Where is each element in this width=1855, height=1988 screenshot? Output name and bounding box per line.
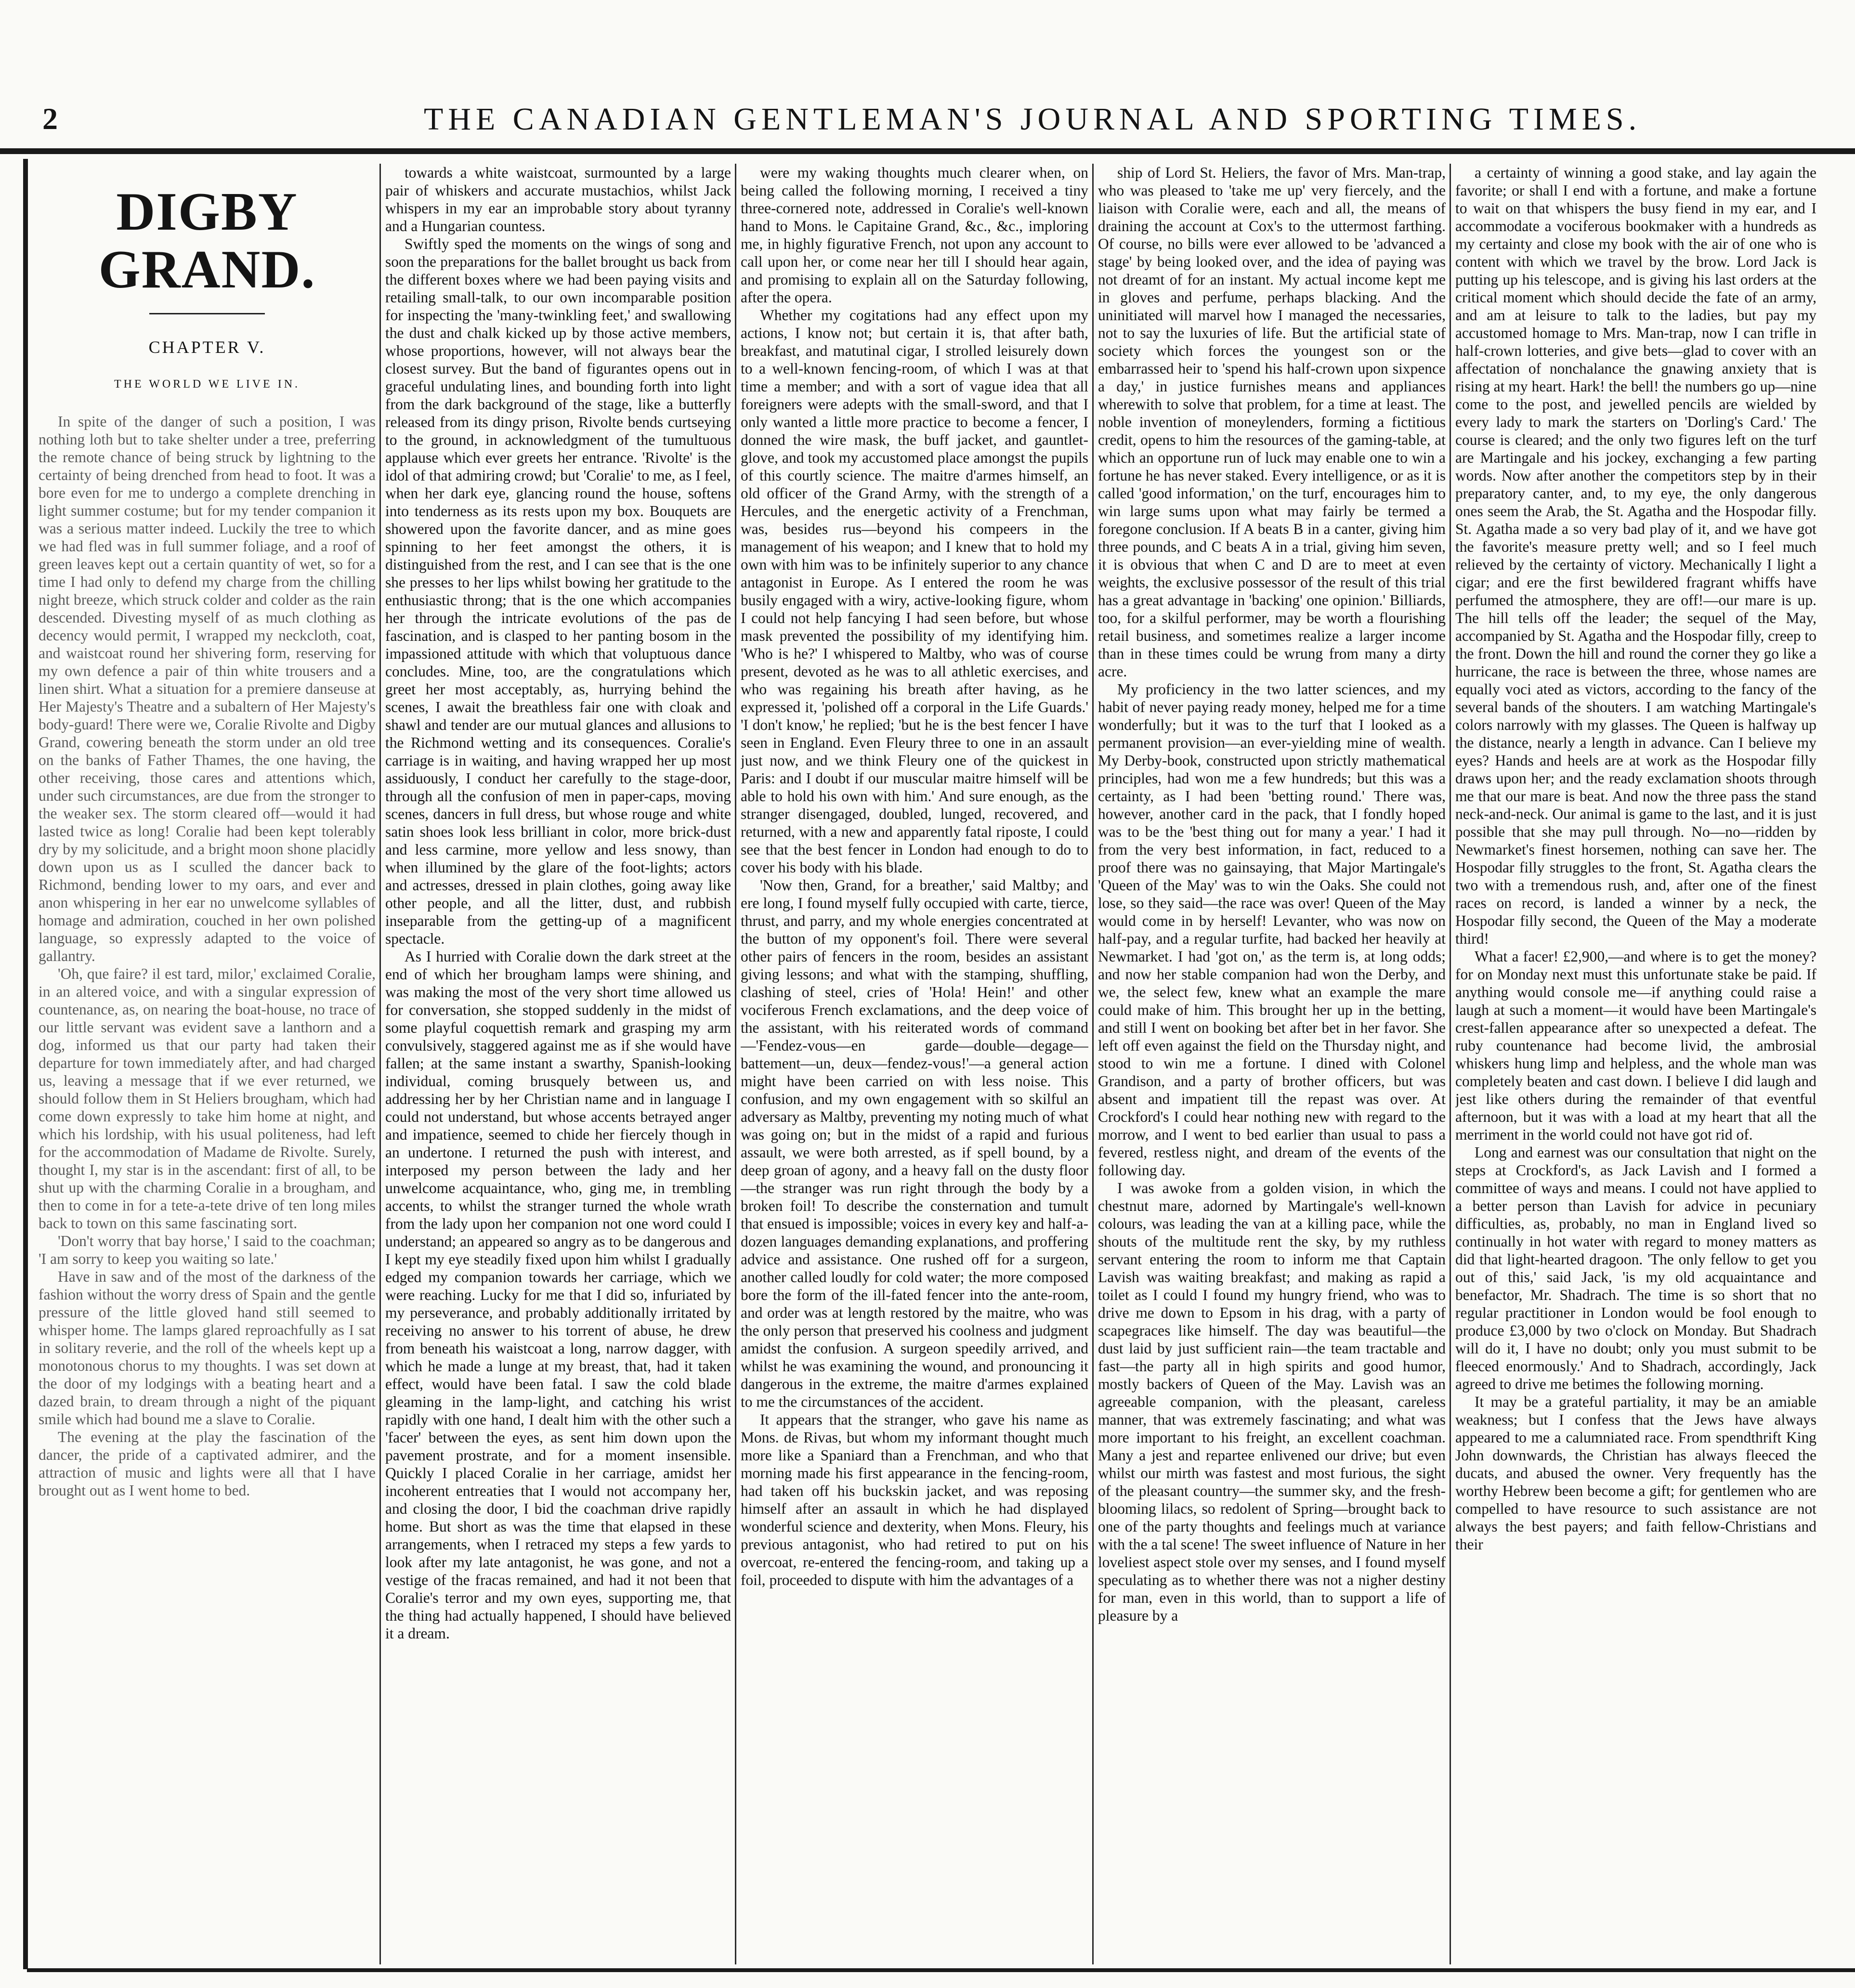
article-paragraph: Have in saw and of the most of the darkness of the fashion without the worry dress of Spain and the gentle pressure of the little gloved hand still seemed to whisper home. The lamps glared reproachfully as I sat in solitary reverie, and the roll of the wheels kept up a monotonous chorus to my thoughts. I was set down at the door of my lodgings with a beating heart and a dazed brain, to dream through a night of the piquant smile which had bound me a slave to Coralie. <box>39 1268 376 1428</box>
column-5 <box>1455 164 1816 1964</box>
article-paragraph: My proficiency in the two latter sciences, and my habit of never paying ready money, helped me for a time wonderfully; but it was to the turf that I looked as a permanent provision—an ever-yielding mine of wealth. My Derby-book, constructed upon strictly mathematical principles, had won me a few hundreds; but this was a certainty, as I had been 'betting round.' There was, however, another card in the pack, that I fondly hoped was to be the 'best thing out for many a year.' I had it from the very best information, in fact, reduced to a proof there was no gainsaying, that Major Martingale's 'Queen of the May' was to win the Oaks. She could not lose, so they said—the race was over! Queen of the May would come in by herself! Levanter, who was now on half-pay, and a regular turfite, had backed her heavily at Newmarket. I had 'got on,' as the term is, at long odds; and now her stable companion had won the Derby, and we, the select few, knew what an example the mare could make of him. This brought her up in the betting, and still I went on booking bet after bet in her favor. She left off even against the field on the Thursday night, and stood to win me a fortune. I dined with Colonel Grandison, and a party of brother officers, but was absent and impatient till the repast was over. At Crockford's I could hear nothing new with regard to the morrow, and I went to bed earlier than usual to pass a fevered, restless night, and dream of the events of the following day. <box>1098 681 1446 1179</box>
article-paragraph: It appears that the stranger, who gave his name as Mons. de Rivas, but whom my informant thought much more like a Spaniard than a Frenchman, and who that morning made his first appearance in the fencing-room, had taken off his buckskin jacket, and was reposing himself after an assault in which he had displayed wonderful science and dexterity, when Mons. Fleury, his previous antagonist, who had retired to put on his overcoat, re-entered the fencing-room, and taking up a foil, proceeded to dispute with him the advantages of a <box>741 1411 1088 1588</box>
column-1 <box>39 164 376 1964</box>
article-paragraph: towards a white waistcoat, surmounted by a large pair of whiskers and accurate mustachios, whilst Jack whispers in my ear an improbable story about tyranny and a Hungarian countess. <box>385 164 731 234</box>
chapter-heading: CHAPTER V. <box>148 338 266 357</box>
story-title: DIGBY GRAND. <box>98 182 316 299</box>
article-paragraph: 'Don't worry that bay horse,' I said to the coachman; 'I am sorry to keep you waiting so late.' <box>39 1233 376 1267</box>
article-paragraph: In spite of the danger of such a position, I was nothing loth but to take shelter under a tree, preferring the remote chance of being struck by lightning to the certainty of being drenched from head to foot. It was a bore even for me to undergo a complete drenching in light summer costume; but for my tender companion it was a serious matter indeed. Luckily the tree to which we had fled was in full summer foliage, and a roof of green leaves kept out a certain quantity of wet, so for a time I had only to defend my charge from the chilling night breeze, which struck colder and colder as the rain descended. Divesting myself of as much clothing as decency would permit, I wrapped my neckcloth, coat, and waistcoat round her shivering form, reserving for my own defence a pair of thin white trousers and a linen shirt. What a situation for a premiere danseuse at Her Majesty's Theatre and a subaltern of Her Majesty's body-guard! There were we, Coralie Rivolte and Digby Grand, cowering beneath the storm under an old tree on the banks of Father Thames, the one having, the other receiving, those cares and attentions which, under such circumstances, are due from the stronger to the weaker sex. The storm cleared off—would it had lasted twice as long! Coralie had been kept tolerably dry by my solicitude, and a bright moon shone placidly down upon us as I sculled the dancer back to Richmond, bending lower to my oars, and ever and anon whispering in her ear no unwelcome syllables of homage and admiration, couched in her own polished language, so expressly adapted to the voice of gallantry. <box>39 413 376 964</box>
column-divider <box>379 164 381 1964</box>
article-paragraph: 'Now then, Grand, for a breather,' said Maltby; and ere long, I found myself fully occupied with carte, tierce, thrust, and parry, and my whole energies concentrated at the button of my opponent's foil. There were several other pairs of fencers in the room, besides an assistant giving lessons; and what with the stamping, shuffling, clashing of steel, cries of 'Hola! Hein!' and other vociferous French exclamations, and the deep voice of the assistant, with his reiterated words of command—'Fendez-vous—en garde—double—degage—battement—un, deux—fendez-vous!'—a general action might have been carried on with less noise. This confusion, and my own engagement with so skilful an adversary as Maltby, preventing my noting much of what was going on; but in the midst of a rapid and furious assault, we were both arrested, as if spell bound, by a deep groan of agony, and a heavy fall on the dusty floor—the stranger was run right through the body by a broken foil! To describe the consternation and tumult that ensued is impossible; voices in every key and half-a-dozen languages demanding explanations, and proffering advice and assistance. One rushed off for a surgeon, another called loudly for cold water; the more composed bore the form of the ill-fated fencer into the ante-room, and order was at length restored by the maitre, who was the only person that preserved his coolness and judgment amidst the confusion. A surgeon speedily arrived, and whilst he was examining the wound, and pronouncing it dangerous in the extreme, the maitre d'armes explained to me the circumstances of the accident. <box>741 877 1088 1410</box>
page-header <box>0 101 1855 159</box>
article-paragraph: What a facer! £2,900,—and where is to get the money? for on Monday next must this unfortunate stake be paid. If anything would console me—if anything could raise a laugh at such a moment—it would have been Martingale's crest-fallen appearance after so unexpected a defeat. The ruby countenance had become livid, the ambrosial whiskers hung limp and helpless, and the whole man was completely beaten and cast down. I believe I did laugh and jest like others during the remainder of that eventful afternoon, but it was with a load at my heart that all the merriment in the world could not have got rid of. <box>1455 948 1816 1143</box>
article-paragraph: Long and earnest was our consultation that night on the steps at Crockford's, as Jack Lavish and I formed a committee of ways and means. I could not have applied to a better person than Lavish for advice in pecuniary difficulties, as, probably, no man in England lived so continually in hot water with regard to money matters as did that light-hearted dragoon. 'The only fellow to get you out of this,' said Jack, 'is my old acquaintance and benefactor, Mr. Shadrach. The time is so short that no regular practitioner in London would be fool enough to produce £3,000 by two o'clock on Monday. But Shadrach will do it, I have no doubt; only you must submit to be fleeced enormously.' And to Shadrach, accordingly, Jack agreed to drive me betimes the following morning. <box>1455 1144 1816 1392</box>
column-2 <box>385 164 731 1964</box>
bottom-rule <box>27 1968 1855 1972</box>
article-paragraph: I was awoke from a golden vision, in which the chestnut mare, adorned by Martingale's well-known colours, was leading the van at a killing pace, while the shouts of the multitude rent the sky, by my ruthless servant entering the room to inform me that Captain Lavish was waiting breakfast; and making as rapid a toilet as I could I found my hungry friend, who was to drive me down to Epsom in his drag, with a party of scapegraces like himself. The day was beautiful—the dust laid by just sufficient rain—the team tractable and fast—the party all in high spirits and good humor, mostly backers of Queen of the May. Lavish was an agreeable companion, with the pleasant, careless manner, that was extremely fascinating; and what was more important to his freight, an excellent coachman. Many a jest and repartee enlivened our drive; but even whilst our mirth was fastest and most furious, the sight of the pleasant country—the summer sky, and the fresh-blooming lilacs, so redolent of Spring—brought back to one of the party thoughts and feelings much at variance with the a tal scene! The sweet influence of Nature in her loveliest aspect stole over my senses, and I found myself speculating as to whether there was not a nigher destiny for man, even in this world, than to support a life of pleasure by a <box>1098 1180 1446 1624</box>
header-rule <box>0 148 1855 154</box>
article-paragraph: 'Oh, que faire? il est tard, milor,' exclaimed Coralie, in an altered voice, and with a singular expression of countenance, as, on nearing the boat-house, no trace of our little servant was evident save a lanthorn and a dog, informed us that our party had taken their departure for town immediately after, and had charged us, leaving a message that if we ever returned, we should follow them in St Heliers brougham, which had come down expressly to take him home at night, and which his lordship, with his usual politeness, had left for the accommodation of Madame de Rivolte. Surely, thought I, my star is in the ascendant: first of all, to be shut up with the charming Coralie in a brougham, and then to come in for a tete-a-tete drive of ten long miles back to town on this same fascinating sort. <box>39 965 376 1232</box>
article-paragraph: were my waking thoughts much clearer when, on being called the following morning, I received a tiny three-cornered note, addressed in Coralie's well-known hand to Mons. le Capitaine Grand, &c., &c., imploring me, in highly figurative French, not upon any account to call upon her, or come near her till I should hear again, and promising to explain all on the Saturday following, after the opera. <box>741 164 1088 306</box>
chapter-subhead: THE WORLD WE LIVE IN. <box>114 378 300 390</box>
column-4 <box>1098 164 1446 1964</box>
masthead-title: THE CANADIAN GENTLEMAN'S JOURNAL AND SPORTING TIMES. <box>424 102 1642 137</box>
article-paragraph: Swiftly sped the moments on the wings of song and soon the preparations for the ballet brought us back from the different boxes where we had been paying visits and retailing small-talk, to our own incomparable position for inspecting the 'many-twinkling feet,' and swallowing the dust and chalk kicked up by those active members, whose proportions, however, will not always bear the closest survey. But the band of figurantes opens out in graceful undulating lines, and bounding forth into light from the dark background of the stage, like a butterfly released from its dingy prison, Rivolte bends curtseying to the ground, in acknowledgment of the tumultuous applause which ever greets her entrance. 'Rivolte' is the idol of that admiring crowd; but 'Coralie' to me, as I feel, when her dark eye, glancing round the house, softens into tenderness as its rests upon my box. Bouquets are showered upon the favorite dancer, and as mine goes spinning to her feet amongst the others, it is distinguished from the rest, and I can see that is the one she presses to her lips whilst bowing her gratitude to the enthusiastic throng; that is the one which accompanies her through the intricate evolutions of the pas de fascination, and is clasped to her panting bosom in the impassioned attitude with which that voluptuous dance concludes. Mine, too, are the congratulations which greet her most acceptably, as, hurrying behind the scenes, I await the breathless fair one with cloak and shawl and tender are our mutual glances and allusions to the Richmond wetting and its consequences. Coralie's carriage is in waiting, and having wrapped her up most assiduously, I conduct her carefully to the stage-door, through all the confusion of men in paper-caps, moving scenes, dancers in full dress, but whose rouge and white satin shoes look less brilliant in color, more brick-dust and less carmine, more yellow and less snowy, than when illumined by the glare of the foot-lights; actors and actresses, dressed in plain clothes, going away like other people, and all the litter, dust, and rubbish inseparable from the getting-up of a magnificent spectacle. <box>385 235 731 947</box>
left-margin-rule <box>23 159 28 1969</box>
column-divider <box>1092 164 1094 1964</box>
article-paragraph: a certainty of winning a good stake, and lay again the favorite; or shall I end with a fortune, and make a fortune to wait on that whispers the busy fiend in my ear, and I accommodate a vociferous bookmaker with a hundreds as my certainty and close my book with the air of one who is content with which we travel by the brow. Lord Jack is putting up his telescope, and is giving his last orders at the critical moment which should decide the fate of an army, and am at leisure to talk to the ladies, but pay my accustomed homage to Mrs. Man-trap, now I can trifle in half-crown lotteries, and give bets—glad to cover with an affectation of nonchalance the gnawing anxiety that is rising at my heart. Hark! the bell! the numbers go up—nine come to the post, and jewelled pencils are wielded by every lady to mark the starters on 'Dorling's Card.' The course is cleared; and the only two figures left on the turf are Martingale and his jockey, exchanging a few parting words. Now after another the competitors step by in their preparatory canter, and, to my eye, the only dangerous ones seem the Arab, the St. Agatha and the Hospodar filly. St. Agatha made a so very bad play of it, and we have got the favorite's measure pretty well; and so I feel much relieved by the certainty of victory. Mechanically I light a cigar; and ere the first bewildered fragrant whiffs have perfumed the atmosphere, they are off!—our mare is up. The hill tells off the leader; the sequel of the May, accompanied by St. Agatha and the Hospodar filly, creep to the front. Down the hill and round the corner they go like a hurricane, the race is between the three, whose names are equally voci ated as victors, according to the fancy of the several bands of the shouters. I am watching Martingale's colors narrowly with my glasses. The Queen is halfway up the distance, nearly a length in advance. Can I believe my eyes? Hands and heels are at work as the Hospodar filly draws upon her; and the ready exclamation shoots through me that our mare is beat. And now the three pass the stand neck-and-neck. Our animal is game to the last, and it is just possible that she may pull through. No—no—ridden by Newmarket's finest horsemen, nothing can save her. The Hospodar filly struggles to the front, St. Agatha clears the two with a tremendous rush, and, after one of the finest races on record, is landed a winner by a neck, the Hospodar filly second, the Queen of the May a moderate third! <box>1455 164 1816 947</box>
title-rule <box>149 313 265 314</box>
article-paragraph: The evening at the play the fascination of the dancer, the pride of a captivated admirer, and the attraction of music and lights were all that I have brought out as I went home to bed. <box>39 1429 376 1499</box>
column-divider <box>735 164 736 1964</box>
page-number: 2 <box>42 102 58 136</box>
column-3 <box>741 164 1088 1964</box>
article-paragraph: It may be a grateful partiality, it may be an amiable weakness; but I confess that the Jews have always appeared to me a calumniated race. From spendthrift King John downwards, the Christian has always fleeced the ducats, and abused the owner. Very frequently has the worthy Hebrew been become a gift; for gentlemen who are compelled to have resource to such assistance are not always the best payers; and faith fellow-Christians and their <box>1455 1393 1816 1553</box>
article-paragraph: As I hurried with Coralie down the dark street at the end of which her brougham lamps were shining, and was making the most of the very short time allowed us for conversation, she stopped suddenly in the midst of some playful coquettish remark and grasping my arm convulsively, staggered against me as if she would have fallen; at the same instant a swarthy, Spanish-looking individual, coming brusquely between us, and addressing her by her Christian name and in language I could not understand, but whose accents betrayed anger and impatience, seemed to chide her fiercely though in an undertone. I returned the push with interest, and interposed my person between the lady and her unwelcome acquaintance, who, ging me, in trembling accents, to whilst the stranger turned the whole wrath from the lady upon her companion not one word could I understand; an appeared so angry as to be dangerous and I kept my eye steadily fixed upon him whilst I gradually edged my companion towards her carriage, which we were reaching. Lucky for me that I did so, infuriated by my perseverance, and probably additionally irritated by receiving no answer to his torrent of abuse, he drew from beneath his waistcoat a long, narrow dagger, with which he made a lunge at my breast, that, had it taken effect, would have been fatal. I saw the cold blade gleaming in the lamp-light, and catching his wrist rapidly with one hand, I dealt him with the other such a 'facer' between the eyes, as sent him down upon the pavement prostrate, and for a moment insensible. Quickly I placed Coralie in her carriage, amidst her incoherent entreaties that I would not accompany her, and closing the door, I bid the coachman drive rapidly home. But short as was the time that elapsed in these arrangements, when I retraced my steps a few yards to look after my late antagonist, he was gone, and not a vestige of the fracas remained, and had it not been that Coralie's terror and my own eyes, supporting me, that the thing had actually happened, I should have believed it a dream. <box>385 948 731 1642</box>
article-paragraph: ship of Lord St. Heliers, the favor of Mrs. Man-trap, who was pleased to 'take me up' very fiercely, and the liaison with Coralie were, each and all, the means of draining the account at Cox's to the uttermost farthing. Of course, no bills were ever allowed to be 'advanced a stage' by being looked over, and the idea of paying was not dreamt of for an instant. My actual income kept me in gloves and perfume, perhaps blacking. And the uninitiated will marvel how I managed the necessaries, not to say the luxuries of life. But the artificial state of society which forces the youngest son or the embarrassed heir to 'spend his half-crown upon sixpence a day,' in justice furnishes means and appliances wherewith to solve that problem, for a time at least. The noble invention of moneylenders, forming a fictitious credit, opens to him the resources of the gaming-table, at which an opportune run of luck may enable one to win a fortune he has never staked. Every intelligence, or as it is called 'good information,' on the turf, encourages him to win large sums upon what may fairly be termed a foregone conclusion. If A beats B in a canter, giving him three pounds, and C beats A in a trial, giving him seven, it is obvious that when C and D are to meet at even weights, the exclusive possessor of the result of this trial has a great advantage in 'backing' one opinion.' Billiards, too, for a skilful performer, may be worth a flourishing retail business, and sometimes realize a larger income than in these times could be wrung from many a dirty acre. <box>1098 164 1446 680</box>
article-paragraph: Whether my cogitations had any effect upon my actions, I know not; but certain it is, that after bath, breakfast, and matutinal cigar, I strolled leisurely down to a well-known fencing-room, of which I was at that time a member; and with a sort of vague idea that all foreigners were adepts with the small-sword, and that I only wanted a little more practice to become a fencer, I donned the wire mask, the buff jacket, and gauntlet-glove, and took my accustomed place amongst the pupils of this courtly science. The maitre d'armes himself, an old officer of the Grand Army, with the strength of a Hercules, and the energetic activity of a Frenchman, was, besides rus—beyond his compeers in the management of his weapon; and I knew that to hold my own with him was to be infinitely superior to any chance antagonist in Europe. As I entered the room he was busily engaged with a wiry, active-looking figure, whom I could not help fancying I had seen before, but whose mask prevented the possibility of my identifying him. 'Who is he?' I whispered to Maltby, who was of course present, devoted as he was to all athletic exercises, and who was regaining his breath after having, as he expressed it, 'polished off a corporal in the Life Guards.' 'I don't know,' he replied; 'but he is the best fencer I have seen in England. Even Fleury three to one in an assault just now, and we think Fleury one of the quickest in Paris: and I doubt if our muscular maitre himself will be able to hold his own with him.' And sure enough, as the stranger disengaged, doubled, lunged, recovered, and returned, with a new and apparently fatal riposte, I could see that the best fencer in London had enough to do to cover his body with his blade. <box>741 307 1088 876</box>
column-divider <box>1450 164 1451 1964</box>
